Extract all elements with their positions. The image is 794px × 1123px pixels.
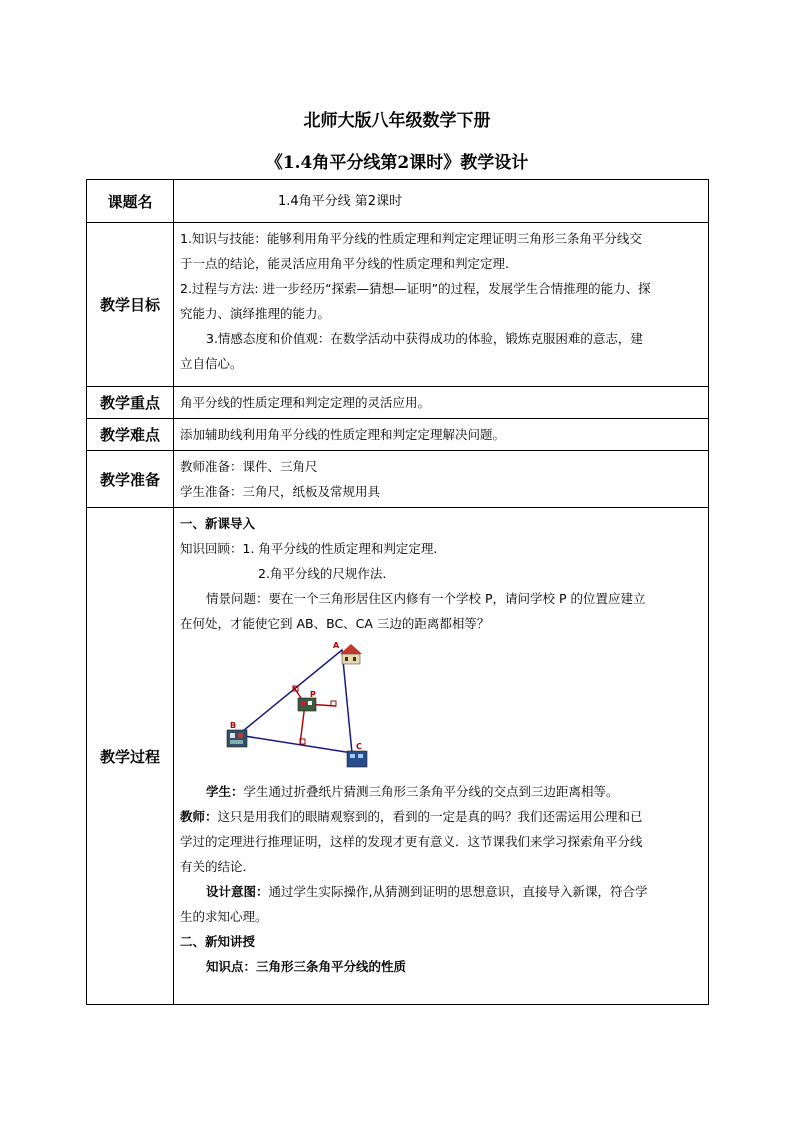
- knowledge-point: [180, 954, 701, 979]
- difficulties-value: 添加辅助线利用角平分线的性质定理和判定定理解决问题。: [174, 419, 709, 451]
- triangle-school-figure: [200, 640, 360, 775]
- process-label: 教学过程: [87, 508, 174, 1005]
- goals-line-1: 1.知识与技能：能够利用角平分线的性质定理和判定定理证明三角形三条角平分线交: [180, 231, 642, 246]
- goals-content: [174, 223, 709, 387]
- house-icon-a: [340, 644, 362, 664]
- key-points-label: 教学重点: [87, 387, 174, 419]
- teacher-preparation: 教师准备：课件、三角尺: [180, 459, 318, 474]
- point-label-p: P: [310, 690, 316, 699]
- vertex-label-b: B: [230, 721, 237, 730]
- goals-line-3: 2.过程与方法: 进一步经历“探索—猜想—证明”的过程，发展学生合情推理的能力、探: [180, 281, 651, 296]
- preparation-label: 教学准备: [87, 451, 174, 508]
- row-key-points: [87, 387, 709, 419]
- row-goals: [87, 223, 709, 387]
- difficulties-label: 教学难点: [87, 419, 174, 451]
- design-intent-label: 设计意图：: [206, 884, 269, 899]
- vertex-label-c: C: [356, 742, 362, 751]
- goals-line-6: 立自信心。: [180, 356, 243, 371]
- row-process: [87, 508, 709, 1005]
- goals-line-2: 于一点的结论，能灵活应用角平分线的性质定理和判定定理.: [180, 256, 509, 271]
- lesson-name-value: 1.4角平分线 第2课时: [278, 194, 403, 209]
- process-content: [174, 508, 709, 1005]
- building-icon-b: [227, 730, 247, 747]
- preparation-content: [174, 451, 709, 508]
- review-line-2: 2.角平分线的尺规作法.: [258, 566, 387, 581]
- row-lesson-name: [87, 180, 709, 223]
- document-title-line1: 北师大版八年级数学下册: [303, 111, 491, 131]
- scenario-line-2: 在何处，才能使它到 AB、BC、CA 三边的距离都相等？: [180, 616, 490, 631]
- key-points-value: 角平分线的性质定理和判定定理的灵活应用。: [174, 387, 709, 419]
- review-line-1: 知识回顾：1. 角平分线的性质定理和判定定理.: [180, 541, 438, 556]
- student-preparation: 学生准备：三角尺，纸板及常规用具: [180, 484, 381, 499]
- document-title-line2: 《1.4角平分线第2课时》教学设计: [265, 153, 529, 173]
- school-icon-p: [298, 698, 316, 711]
- knowledge-point-text: 三角形三条角平分线的性质: [256, 959, 407, 974]
- goals-line-5: 3.情感态度和价值观：在数学活动中获得成功的体验，锻炼克服困难的意志，建: [206, 331, 643, 346]
- teacher-line-3: 有关的结论．: [180, 859, 256, 874]
- scenario-line-1: 情景问题：要在一个三角形居住区内修有一个学校 P，请问学校 P 的位置应建立: [206, 591, 646, 606]
- teacher-text-1: 这只是用我们的眼睛观察到的，看到的一定是真的吗？我们还需运用公理和已: [217, 809, 643, 824]
- teacher-label: 教师：: [180, 809, 218, 824]
- design-intent-line-2: 生的求知心理。: [180, 909, 268, 924]
- row-difficulties: [87, 419, 709, 451]
- teacher-line-2: 学过的定理进行推理证明，这样的发现才更有意义．这节课我们来学习探索角平分线: [180, 834, 643, 849]
- triangle-diagram: [200, 640, 360, 775]
- student-activity: [180, 779, 701, 804]
- design-intent-line-1: [180, 879, 701, 904]
- design-intent-text: 通过学生实际操作,从猜测到证明的思想意识，直接导入新课，符合学: [268, 884, 648, 899]
- teacher-line-1: [180, 804, 701, 829]
- knowledge-point-label: 知识点：: [206, 959, 257, 974]
- goals-line-4: 究能力、演绎推理的能力。: [180, 306, 331, 321]
- lesson-plan-table: [86, 179, 709, 1005]
- goals-label: 教学目标: [87, 223, 174, 387]
- student-label: 学生：: [206, 784, 244, 799]
- student-activity-text: 学生通过折叠纸片猜测三角形三条角平分线的交点到三边距离相等。: [243, 784, 619, 799]
- building-icon-c: [347, 751, 367, 767]
- section-new-knowledge: 二、新知讲授: [180, 934, 256, 949]
- lesson-name-label: 课题名: [87, 180, 174, 223]
- section-new-lesson-intro: 一、新课导入: [180, 516, 256, 531]
- row-preparation: [87, 451, 709, 508]
- vertex-label-a: A: [333, 641, 340, 650]
